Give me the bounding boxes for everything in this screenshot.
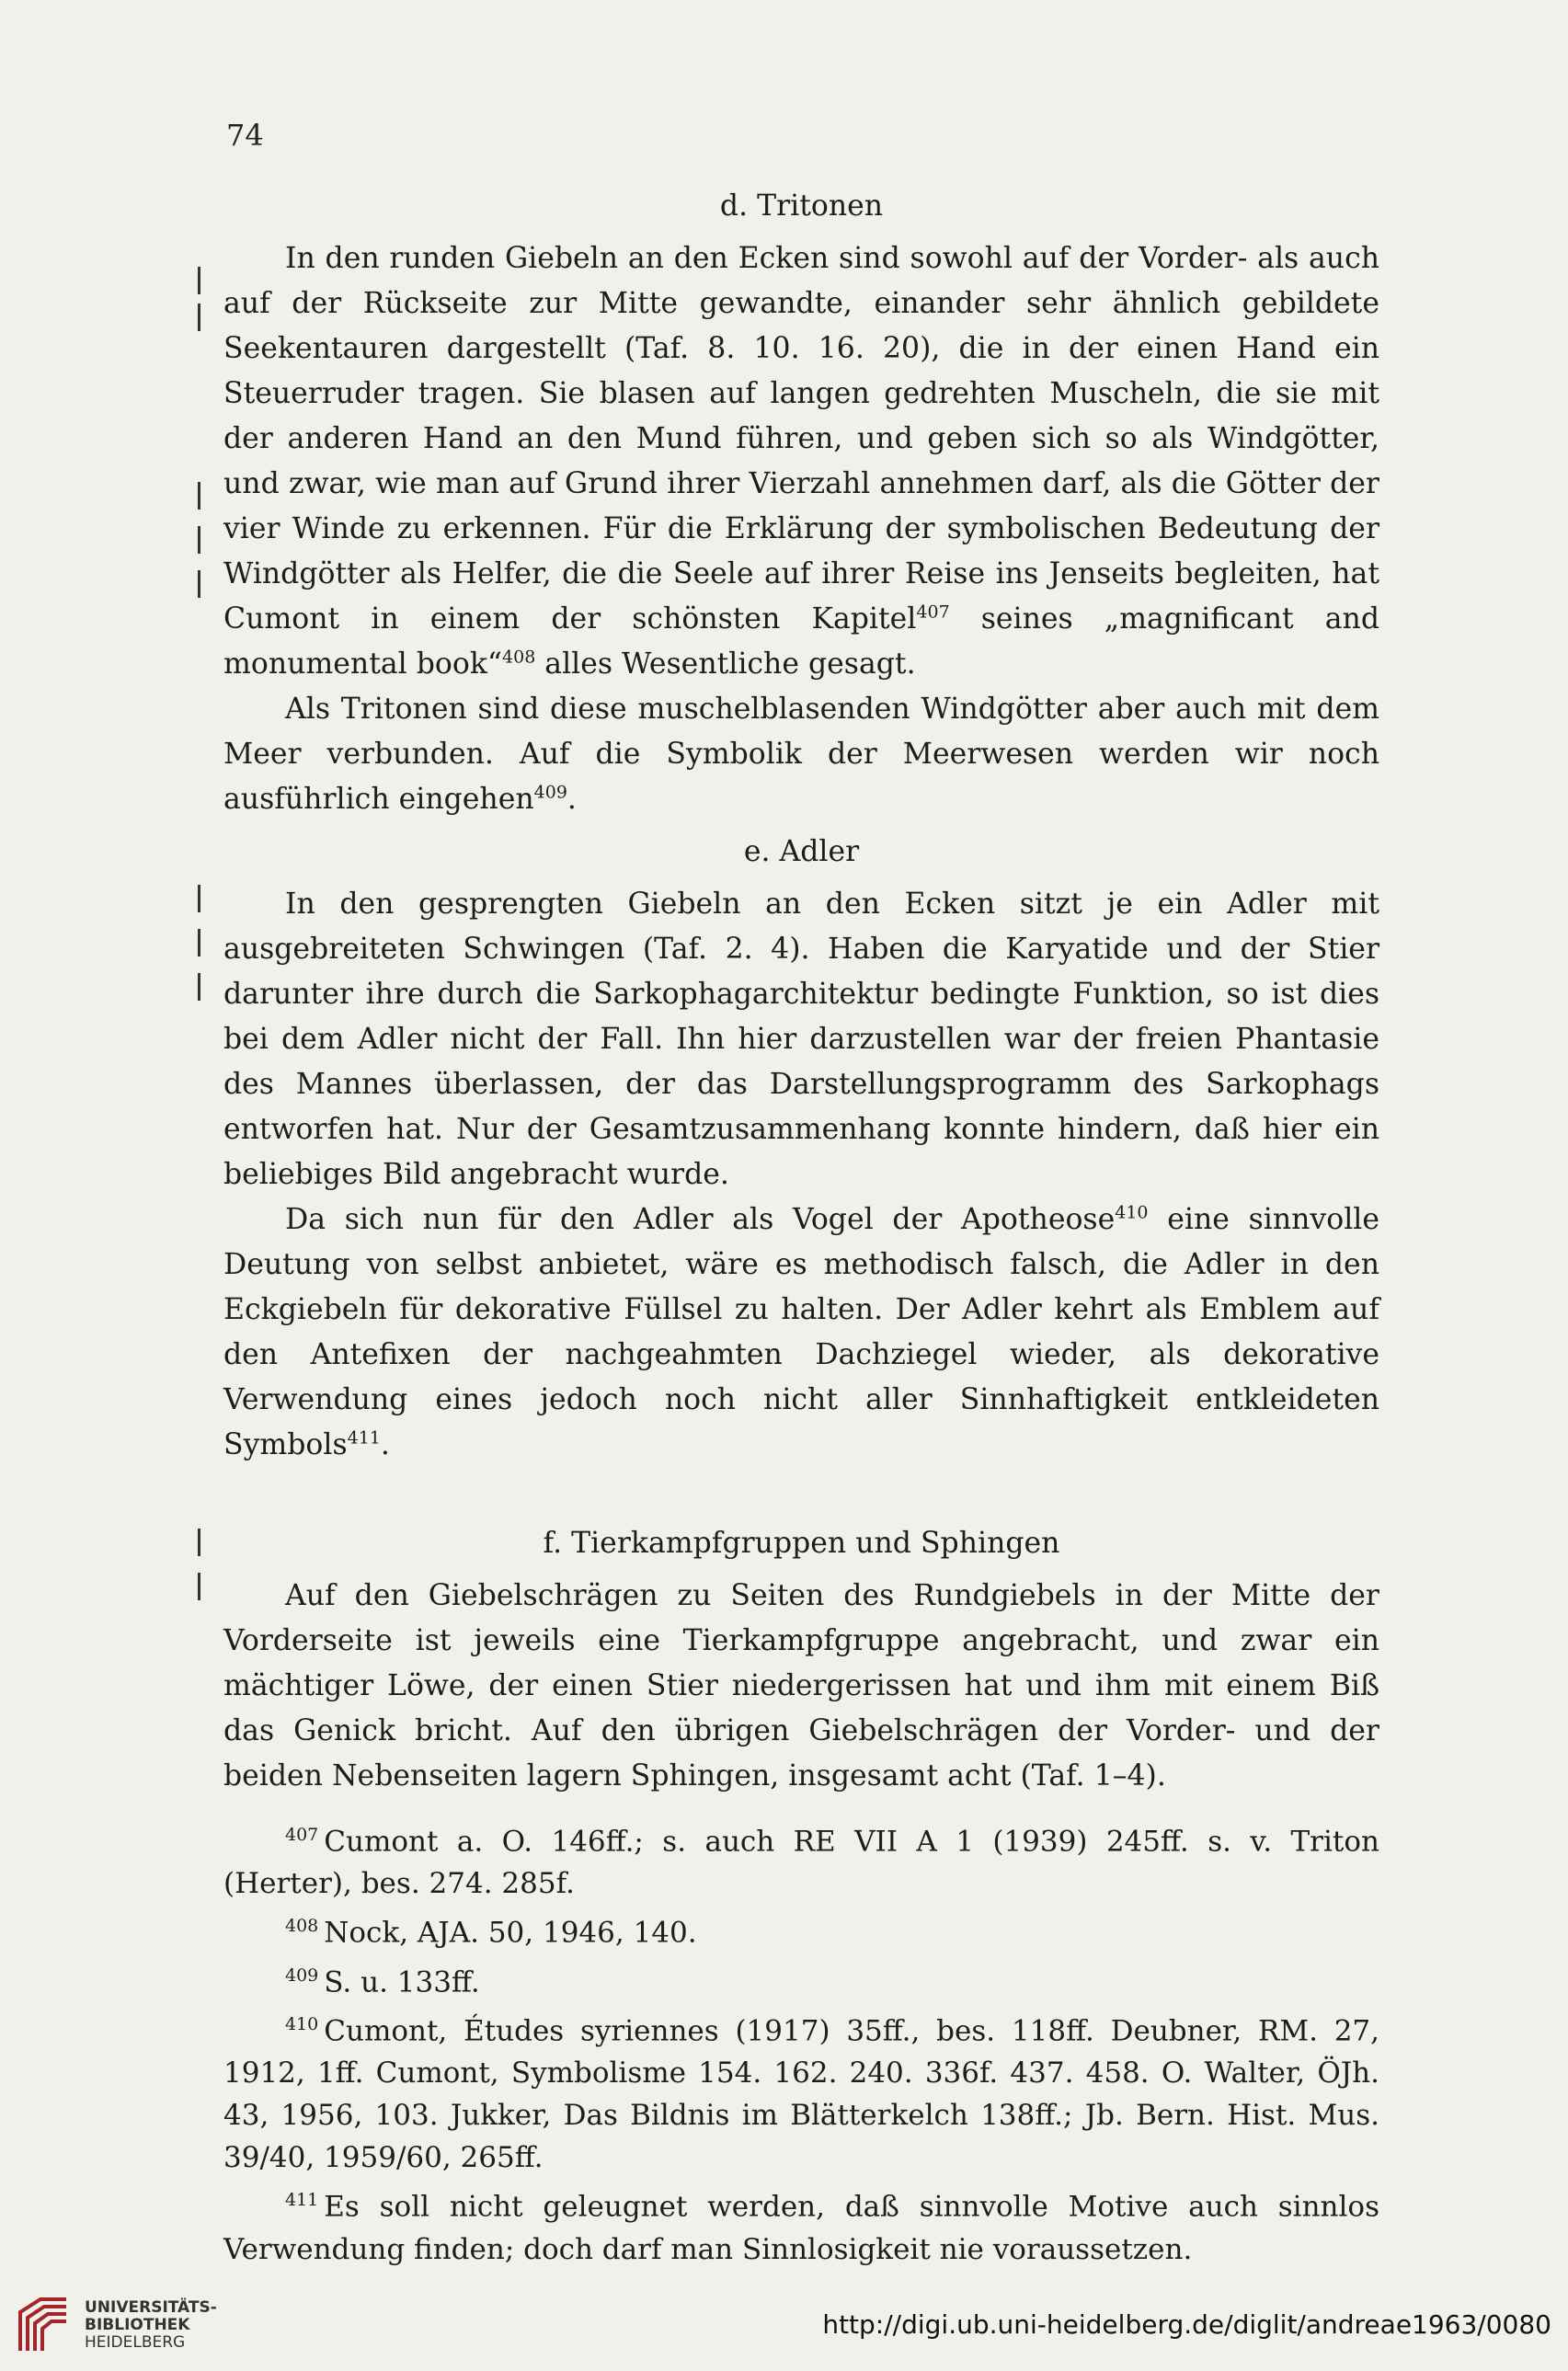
margin-mark <box>198 526 200 554</box>
footnote-text: Es soll nicht geleugnet werden, daß sinnvolle Motive auch sinnlos Verwendung finden; doch darf man Sinnlosigkeit nie voraussetzen. <box>223 2190 1379 2266</box>
margin-mark <box>198 482 200 510</box>
footnote <box>223 1814 1379 1905</box>
section-heading-tierkampf: f. Tierkampfgruppen und Sphingen <box>543 1527 1060 1560</box>
paragraph-text: seines „magnificant and monumental book“ <box>223 602 1380 681</box>
footnote-number: 409 <box>285 1964 319 1986</box>
footnote <box>223 2179 1379 2270</box>
paragraph-text: Da sich nun für den Adler als Vogel der Apotheose <box>285 1203 1116 1236</box>
footnote-ref: 411 <box>347 1427 381 1449</box>
library-logo-icon <box>13 2292 75 2358</box>
paragraph-text: eine sinnvolle Deutung von selbst anbietet, wäre es methodisch falsch, die Adler in den Eckgiebeln für dekorative Füllsel zu halten. Der Adler kehrt als Emblem auf den Antefixen der nachgeahmten Dachziegel wieder, als dekorative Verwendung eines jedoch noch nicht aller Sinnhaftigkeit entkleideten Symbols <box>223 1203 1379 1461</box>
paragraph-text: alles Wesentliche gesagt. <box>535 647 916 681</box>
footnote <box>223 1905 1379 1953</box>
margin-mark <box>198 570 200 598</box>
footer-bar <box>0 2281 1568 2371</box>
footnote-number: 408 <box>285 1916 319 1937</box>
library-name-line: UNIVERSITÄTS- <box>85 2298 217 2317</box>
margin-mark <box>198 929 200 956</box>
footnotes <box>223 1814 1379 2271</box>
footnote-ref: 408 <box>502 647 536 668</box>
library-name-line: HEIDELBERG <box>85 2333 186 2352</box>
footnote-number: 410 <box>285 2013 319 2034</box>
paragraph-text: . <box>567 783 577 816</box>
paragraph-text: In den runden Giebeln an den Ecken sind sowohl auf der Vorder- als auch auf der Rückseite zur Mitte gewandte, einander sehr ähnlich gebildete Seekentauren dargestellt (Taf. 8. 10. 16. 20), die in der einen Hand ein Steuerruder tragen. Sie blasen auf langen gedrehten Muscheln, die sie mit der anderen Hand an den Mund führen, und geben sich so als Windgötter, und zwar, wie man auf Grund ihrer Vierzahl annehmen darf, als die Götter der vier Winde zu erkennen. Für die Erklärung der symbolischen Bedeutung der Windgötter als Helfer, die die Seele auf ihrer Reise ins Jenseits begleiten, hat Cumont in einem der schönsten Kapitel <box>223 242 1379 636</box>
margin-mark <box>198 1573 200 1600</box>
margin-mark <box>198 267 200 294</box>
footnote-text: Cumont a. O. 146ff.; s. auch RE VII A 1 (1939) 245ff. s. v. Triton (Herter), bes. 274. 285f. <box>223 1825 1379 1901</box>
paragraph: In den gesprengten Giebeln an den Ecken sitzt je ein Adler mit ausgebreiteten Schwingen (Taf. 2. 4). Haben die Karyatide und der Stier darunter ihre durch die Sarkophagarchitektur bedingte Funktion, so ist dies bei dem Adler nicht der Fall. Ihn hier darzustellen war der freien Phantasie des Mannes überlassen, der das Darstellungsprogramm des Sarkophags entworfen hat. Nur der Gesamtzusammenhang konnte hindern, daß hier ein beliebiges Bild angebracht wurde. <box>223 888 1379 1191</box>
paragraph-text: . <box>380 1428 390 1461</box>
paragraph <box>223 1197 1379 1468</box>
paragraph-text: Als Tritonen sind diese muschelblasenden Windgötter aber auch mit dem Meer verbunden. Auf die Symbolik der Meerwesen werden wir noch ausführlich eingehen <box>223 693 1379 816</box>
margin-mark <box>198 885 200 912</box>
source-url-link[interactable]: http://digi.ub.uni-heidelberg.de/diglit/andreae1963/0080 <box>822 2309 1551 2340</box>
footnote <box>223 2003 1379 2179</box>
footnote-text: S. u. 133ff. <box>324 1964 480 1999</box>
footnote-text: Cumont, Études syriennes (1917) 35ff., bes. 118ff. Deubner, RM. 27, 1912, 1ff. Cumont, Symbolisme 154. 162. 240. 336f. 437. 458. O. Walter, ÖJh. 43, 1956, 103. Jukker, Das Bildnis im Blätterkelch 138ff.; Jb. Bern. Hist. Mus. 39/40, 1959/60, 265ff. <box>223 2014 1379 2175</box>
footnote-number: 407 <box>285 1825 319 1845</box>
margin-mark <box>198 304 200 331</box>
library-name <box>85 2299 217 2352</box>
library-name-line: BIBLIOTHEK <box>85 2316 190 2334</box>
footnote-text: Nock, AJA. 50, 1946, 140. <box>324 1916 697 1950</box>
paragraph <box>223 687 1379 822</box>
paragraph: Auf den Giebelschrägen zu Seiten des Rundgiebels in der Mitte der Vorderseite ist jeweils eine Tierkampfgruppe angebracht, und zwar ein mächtiger Löwe, der einen Stier niedergerissen hat und ihm mit einem Biß das Genick bricht. Auf den übrigen Giebelschrägen der Vorder- und der beiden Nebenseiten lagern Sphingen, insgesamt acht (Taf. 1–4). <box>223 1579 1379 1793</box>
footnote <box>223 1954 1379 2003</box>
footnote-ref: 410 <box>1115 1202 1149 1223</box>
main-text <box>223 184 1379 2271</box>
margin-mark <box>198 973 200 1001</box>
margin-marks <box>198 267 207 1646</box>
section-heading-tritonen: d. Tritonen <box>719 189 884 223</box>
section-heading-adler: e. Adler <box>743 835 860 868</box>
footnote-ref: 409 <box>533 782 567 803</box>
margin-mark <box>198 1529 200 1556</box>
footnote-number: 411 <box>285 2190 319 2211</box>
paragraph <box>223 236 1379 687</box>
footnote-ref: 407 <box>916 601 950 623</box>
page-number: 74 <box>226 118 264 153</box>
